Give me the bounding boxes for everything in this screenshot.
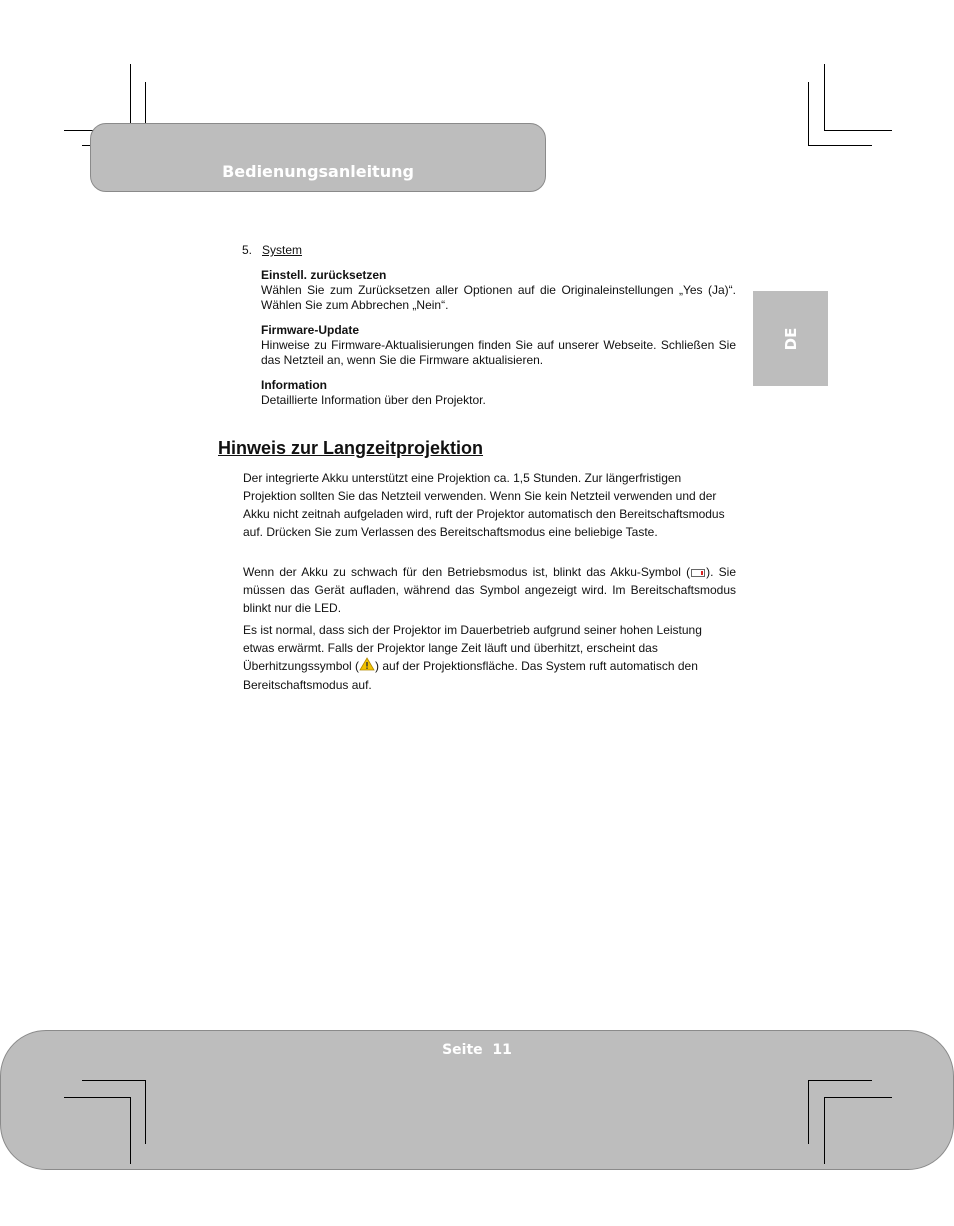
notice-paragraph: [243, 563, 736, 617]
setting-heading: Firmware-Update: [261, 323, 360, 337]
setting-information: [261, 378, 736, 408]
crop-mark: [130, 1097, 131, 1164]
section-title: [242, 243, 302, 257]
crop-mark: [808, 1080, 872, 1081]
setting-firmware: [261, 323, 736, 368]
setting-heading: Information: [261, 378, 327, 392]
header-title: Bedienungsanleitung: [222, 162, 414, 181]
setting-description: Wählen Sie zum Zurücksetzen aller Optionen auf die Originaleinstellungen „Yes (Ja)“. Wählen Sie zum Abbrechen „Nein“.: [261, 283, 736, 312]
crop-mark: [64, 1097, 131, 1098]
battery-low-icon: [691, 569, 705, 577]
crop-mark: [145, 1080, 146, 1144]
notice-paragraph: [243, 621, 736, 694]
crop-mark: [82, 1080, 146, 1081]
crop-mark: [824, 1097, 892, 1098]
crop-mark: [808, 1080, 809, 1144]
setting-heading: Einstell. zurücksetzen: [261, 268, 387, 282]
setting-reset: [261, 268, 736, 313]
setting-description: Hinweise zu Firmware-Aktualisierungen finden Sie auf unserer Webseite. Schließen Sie das Netzteil an, wenn Sie die Firmware aktualisieren.: [261, 338, 736, 367]
crop-mark: [808, 82, 809, 146]
section-number: 5.: [242, 243, 253, 257]
language-tab: [753, 291, 828, 386]
crop-mark: [808, 145, 872, 146]
paragraph-text: ) auf der Projektionsfläche. Das System ruft automatisch den Bereitschaftsmodus auf.: [243, 659, 698, 693]
header-tab: [90, 123, 546, 192]
notice-paragraph: Der integrierte Akku unterstützt eine Projektion ca. 1,5 Stunden. Zur längerfristigen Projektion sollten Sie das Netzteil verwenden. Wenn Sie kein Netzteil verwenden und der Akku nicht zeitnah aufgeladen wird, ruft der Projektor automatisch den Bereitschaftsmodus auf. Drücken Sie zum Verlassen des Bereitschaftsmodus eine beliebige Taste.: [243, 471, 725, 539]
crop-mark: [824, 64, 825, 130]
language-label: DE: [781, 327, 800, 350]
setting-description: Detaillierte Information über den Projektor.: [261, 393, 486, 407]
section-name: System: [262, 243, 303, 257]
page-number: Seite 11: [442, 1042, 512, 1058]
crop-mark: [824, 130, 892, 131]
crop-mark: [824, 1097, 825, 1164]
paragraph-text: Wenn der Akku zu schwach für den Betriebsmodus ist, blinkt das Akku-Symbol (: [243, 565, 691, 579]
paragraph-text: ). Sie müssen das Gerät aufladen, während das Symbol angezeigt wird. Im Bereitschaftsmodus blinkt nur die LED.: [243, 565, 737, 615]
footer-bar: [0, 1030, 954, 1170]
paragraph-text: Es ist normal, dass sich der Projektor im Dauerbetrieb aufgrund seiner hohen Leistung etwas erwärmt. Falls der Projektor lange Zeit läuft und überhitzt, erscheint das Überhitzungssymbol (: [243, 623, 702, 673]
overheat-warning-icon: [359, 657, 375, 676]
notice-heading: Hinweis zur Langzeitprojektion: [218, 438, 484, 458]
